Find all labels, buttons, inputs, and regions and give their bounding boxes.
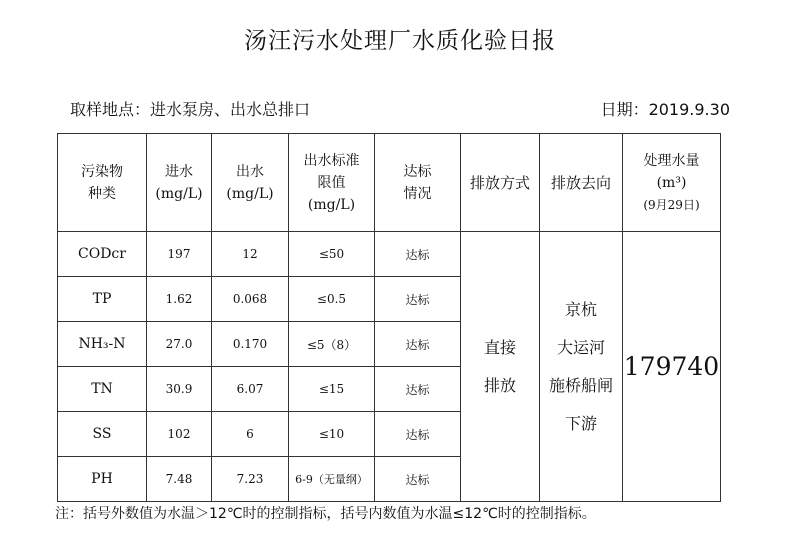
cell-outflow: 6: [212, 412, 289, 457]
header-volume: 处理水量 (m³) (9月29日): [623, 134, 721, 232]
table-row: [58, 232, 721, 277]
cell-limit: ≤50: [289, 232, 375, 277]
footnote: 注：括号外数值为水温＞12℃时的控制指标，括号内数值为水温≤12℃时的控制指标。: [55, 506, 596, 522]
cell-status: 达标: [375, 322, 461, 367]
cell-inflow: 7.48: [147, 457, 212, 502]
report-date: 日期：2019.9.30: [600, 100, 730, 119]
cell-inflow: 30.9: [147, 367, 212, 412]
header-discharge-destination: 排放去向: [540, 134, 623, 232]
header-inflow: 进水 (mg/L): [147, 134, 212, 232]
header-status: 达标 情况: [375, 134, 461, 232]
discharge-destination-cell: 京杭 大运河 施桥船闸 下游: [540, 232, 623, 502]
discharge-method-cell: 直接 排放: [461, 232, 540, 502]
header-discharge-method: 排放方式: [461, 134, 540, 232]
cell-limit: 6-9（无量纲）: [289, 457, 375, 502]
water-quality-table: [57, 133, 721, 502]
cell-pollutant: TP: [58, 277, 147, 322]
header-outflow: 出水 (mg/L): [212, 134, 289, 232]
cell-outflow: 7.23: [212, 457, 289, 502]
cell-status: 达标: [375, 457, 461, 502]
cell-inflow: 102: [147, 412, 212, 457]
sampling-location: 取样地点：进水泵房、出水总排口: [70, 100, 311, 119]
cell-limit: ≤15: [289, 367, 375, 412]
cell-limit: ≤10: [289, 412, 375, 457]
cell-inflow: 1.62: [147, 277, 212, 322]
cell-limit: ≤0.5: [289, 277, 375, 322]
cell-outflow: 0.068: [212, 277, 289, 322]
header-pollutant: 污染物 种类: [58, 134, 147, 232]
cell-outflow: 12: [212, 232, 289, 277]
cell-status: 达标: [375, 232, 461, 277]
cell-status: 达标: [375, 277, 461, 322]
cell-pollutant: PH: [58, 457, 147, 502]
cell-pollutant: NH₃-N: [58, 322, 147, 367]
treated-volume-value: 179740: [623, 232, 721, 502]
table-header-row: [58, 134, 721, 232]
cell-inflow: 27.0: [147, 322, 212, 367]
cell-pollutant: SS: [58, 412, 147, 457]
cell-pollutant: TN: [58, 367, 147, 412]
cell-inflow: 197: [147, 232, 212, 277]
cell-outflow: 6.07: [212, 367, 289, 412]
cell-limit: ≤5（8）: [289, 322, 375, 367]
cell-status: 达标: [375, 412, 461, 457]
cell-status: 达标: [375, 367, 461, 412]
cell-pollutant: CODcr: [58, 232, 147, 277]
header-limit: 出水标准 限值 (mg/L): [289, 134, 375, 232]
report-title: 汤汪污水处理厂水质化验日报: [244, 28, 556, 54]
cell-outflow: 0.170: [212, 322, 289, 367]
